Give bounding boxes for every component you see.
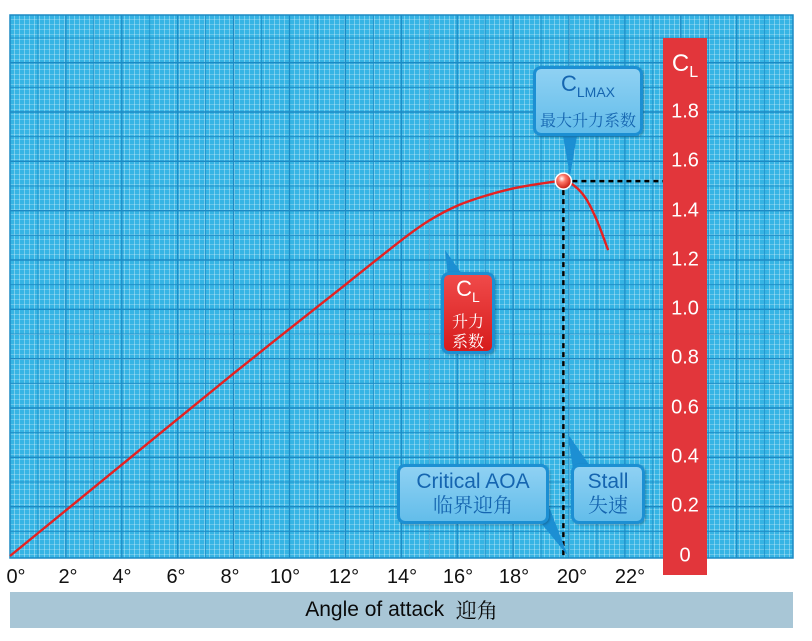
y-tick-label: 0.4: [671, 445, 699, 468]
cl-callout-cn1: 升力: [451, 314, 484, 331]
clmax-marker: [555, 173, 571, 189]
critical-aoa-callout: [397, 464, 549, 524]
stall-callout: [571, 464, 645, 524]
cl-axis-title-sub: L: [689, 64, 699, 81]
x-tick-label: 6°: [166, 566, 186, 588]
cl-callout-cn2: 系数: [451, 334, 484, 351]
y-tick-label: 0.8: [671, 346, 699, 369]
x-tick-label: 22°: [614, 566, 646, 588]
stall-callout-cn: 失速: [588, 495, 628, 517]
x-tick-label: 14°: [386, 566, 418, 588]
x-tick-label: 8°: [220, 566, 240, 588]
cl-callout: [441, 272, 495, 354]
stall-callout-en: Stall: [587, 470, 629, 493]
x-axis-title: Angle of attack: [305, 598, 445, 621]
x-axis-title-bar: [10, 592, 793, 628]
x-tick-label: 12°: [328, 566, 360, 588]
x-tick-label: 10°: [269, 566, 301, 588]
y-tick-label: 1.2: [671, 248, 699, 271]
x-tick-label: 20°: [556, 566, 588, 588]
x-tick-label: 0°: [6, 566, 26, 588]
cl-callout-sub: L: [472, 289, 480, 305]
y-tick-label: 0.6: [671, 396, 699, 419]
clmax-callout-main: C: [560, 71, 577, 96]
clmax-callout-sub: LMAX: [576, 84, 615, 100]
cl-axis-title: [663, 50, 707, 82]
critical-aoa-callout-en: Critical AOA: [416, 470, 530, 493]
x-tick-label: 18°: [498, 566, 530, 588]
y-tick-label: 0.2: [671, 494, 699, 517]
x-tick-label: 16°: [442, 566, 474, 588]
x-tick-label: 2°: [58, 566, 78, 588]
x-axis-title-cn: 迎角: [455, 600, 498, 623]
clmax-callout: [533, 66, 643, 136]
y-tick-label: 0: [679, 544, 691, 567]
critical-aoa-callout-cn: 临界迎角: [433, 495, 513, 517]
y-tick-label: 1.0: [671, 297, 699, 320]
y-tick-label: 1.8: [671, 100, 699, 123]
y-tick-label: 1.6: [671, 149, 699, 172]
cl-axis-title-main: C: [671, 50, 690, 77]
y-tick-label: 1.4: [671, 199, 699, 222]
x-tick-label: 4°: [112, 566, 132, 588]
cl-callout-main: C: [456, 276, 473, 301]
clmax-callout-cn: 最大升力系数: [539, 113, 636, 130]
